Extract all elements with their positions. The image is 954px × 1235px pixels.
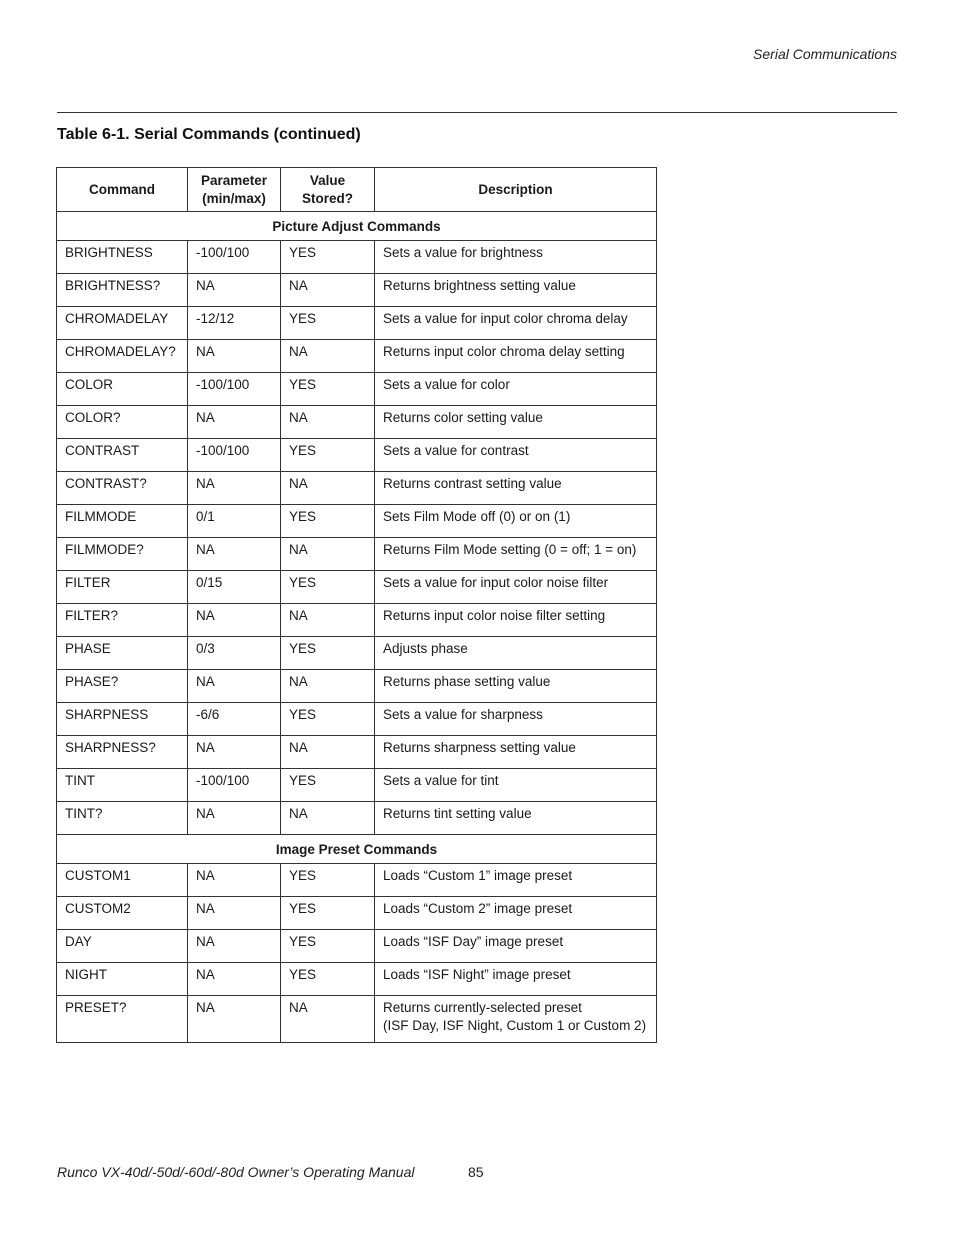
cell-description: Sets Film Mode off (0) or on (1) xyxy=(375,505,657,538)
footer-page-number: 85 xyxy=(468,1164,484,1180)
cell-command: CONTRAST? xyxy=(57,472,188,505)
cell-parameter: NA xyxy=(188,736,281,769)
table-row xyxy=(57,802,657,835)
cell-value-stored: YES xyxy=(281,864,375,897)
cell-description: Returns sharpness setting value xyxy=(375,736,657,769)
table-row xyxy=(57,736,657,769)
footer-manual-title: Runco VX-40d/-50d/-60d/-80d Owner’s Operating Manual xyxy=(57,1164,415,1180)
cell-command: BRIGHTNESS xyxy=(57,241,188,274)
column-header-parameter: Parameter (min/max) xyxy=(188,168,281,212)
cell-parameter: 0/3 xyxy=(188,637,281,670)
cell-value-stored: YES xyxy=(281,571,375,604)
column-header-value-stored: Value Stored? xyxy=(281,168,375,212)
cell-parameter: 0/15 xyxy=(188,571,281,604)
table-header-row xyxy=(57,168,657,212)
cell-parameter: -6/6 xyxy=(188,703,281,736)
table-body xyxy=(57,212,657,1043)
cell-value-stored: NA xyxy=(281,736,375,769)
serial-commands-table xyxy=(56,167,657,1043)
cell-parameter: NA xyxy=(188,897,281,930)
table-row xyxy=(57,864,657,897)
cell-command: FILTER? xyxy=(57,604,188,637)
cell-value-stored: NA xyxy=(281,406,375,439)
cell-parameter: -12/12 xyxy=(188,307,281,340)
cell-command: SHARPNESS xyxy=(57,703,188,736)
cell-value-stored: YES xyxy=(281,637,375,670)
table-row xyxy=(57,963,657,996)
cell-parameter: NA xyxy=(188,930,281,963)
cell-description: Returns input color chroma delay setting xyxy=(375,340,657,373)
cell-value-stored: NA xyxy=(281,538,375,571)
cell-command: CHROMADELAY? xyxy=(57,340,188,373)
cell-value-stored: NA xyxy=(281,670,375,703)
cell-command: FILMMODE xyxy=(57,505,188,538)
cell-command: NIGHT xyxy=(57,963,188,996)
cell-command: CUSTOM1 xyxy=(57,864,188,897)
cell-parameter: NA xyxy=(188,406,281,439)
cell-parameter: 0/1 xyxy=(188,505,281,538)
cell-parameter: NA xyxy=(188,538,281,571)
cell-command: DAY xyxy=(57,930,188,963)
table-row xyxy=(57,897,657,930)
table-row xyxy=(57,373,657,406)
cell-description: Returns Film Mode setting (0 = off; 1 = on) xyxy=(375,538,657,571)
table-row xyxy=(57,274,657,307)
cell-description: Sets a value for contrast xyxy=(375,439,657,472)
cell-parameter: -100/100 xyxy=(188,769,281,802)
cell-description: Loads “ISF Day” image preset xyxy=(375,930,657,963)
cell-value-stored: NA xyxy=(281,472,375,505)
cell-command: CUSTOM2 xyxy=(57,897,188,930)
running-header: Serial Communications xyxy=(753,46,897,62)
cell-value-stored: NA xyxy=(281,802,375,835)
cell-command: COLOR xyxy=(57,373,188,406)
cell-value-stored: YES xyxy=(281,963,375,996)
table-row xyxy=(57,571,657,604)
cell-description: Returns tint setting value xyxy=(375,802,657,835)
cell-parameter: NA xyxy=(188,996,281,1043)
cell-value-stored: YES xyxy=(281,505,375,538)
cell-description: Returns color setting value xyxy=(375,406,657,439)
table-row xyxy=(57,670,657,703)
cell-value-stored: YES xyxy=(281,307,375,340)
cell-value-stored: YES xyxy=(281,241,375,274)
table-row xyxy=(57,307,657,340)
cell-description: Sets a value for input color noise filter xyxy=(375,571,657,604)
cell-command: FILMMODE? xyxy=(57,538,188,571)
cell-command: PHASE xyxy=(57,637,188,670)
cell-value-stored: NA xyxy=(281,340,375,373)
section-header-row xyxy=(57,212,657,241)
cell-parameter: -100/100 xyxy=(188,439,281,472)
cell-command: FILTER xyxy=(57,571,188,604)
cell-command: TINT? xyxy=(57,802,188,835)
cell-description: Adjusts phase xyxy=(375,637,657,670)
cell-value-stored: NA xyxy=(281,996,375,1043)
cell-description: Returns input color noise filter setting xyxy=(375,604,657,637)
cell-description: Returns brightness setting value xyxy=(375,274,657,307)
cell-parameter: NA xyxy=(188,670,281,703)
cell-command: CHROMADELAY xyxy=(57,307,188,340)
cell-command: BRIGHTNESS? xyxy=(57,274,188,307)
cell-description: Loads “Custom 2” image preset xyxy=(375,897,657,930)
table-row xyxy=(57,439,657,472)
section-title: Image Preset Commands xyxy=(57,835,657,864)
section-title: Picture Adjust Commands xyxy=(57,212,657,241)
table-row xyxy=(57,406,657,439)
table-row xyxy=(57,703,657,736)
cell-command: CONTRAST xyxy=(57,439,188,472)
cell-value-stored: YES xyxy=(281,439,375,472)
cell-parameter: NA xyxy=(188,864,281,897)
cell-description: Sets a value for brightness xyxy=(375,241,657,274)
cell-value-stored: NA xyxy=(281,274,375,307)
section-header-row xyxy=(57,835,657,864)
column-header-command: Command xyxy=(57,168,188,212)
table-row xyxy=(57,241,657,274)
cell-command: TINT xyxy=(57,769,188,802)
cell-description: Returns phase setting value xyxy=(375,670,657,703)
cell-command: PHASE? xyxy=(57,670,188,703)
cell-description: Returns currently-selected preset (ISF Day, ISF Night, Custom 1 or Custom 2) xyxy=(375,996,657,1043)
cell-description: Loads “ISF Night” image preset xyxy=(375,963,657,996)
cell-command: COLOR? xyxy=(57,406,188,439)
cell-description: Sets a value for color xyxy=(375,373,657,406)
table-row xyxy=(57,637,657,670)
cell-value-stored: YES xyxy=(281,897,375,930)
cell-description: Sets a value for sharpness xyxy=(375,703,657,736)
cell-command: SHARPNESS? xyxy=(57,736,188,769)
header-rule xyxy=(57,112,897,113)
cell-value-stored: YES xyxy=(281,373,375,406)
table-row xyxy=(57,505,657,538)
cell-command: PRESET? xyxy=(57,996,188,1043)
cell-parameter: NA xyxy=(188,604,281,637)
table-row xyxy=(57,472,657,505)
cell-parameter: NA xyxy=(188,340,281,373)
table-row xyxy=(57,769,657,802)
column-header-description: Description xyxy=(375,168,657,212)
cell-description: Sets a value for input color chroma delay xyxy=(375,307,657,340)
cell-value-stored: YES xyxy=(281,930,375,963)
cell-description: Sets a value for tint xyxy=(375,769,657,802)
cell-description: Loads “Custom 1” image preset xyxy=(375,864,657,897)
table-row xyxy=(57,996,657,1043)
cell-value-stored: NA xyxy=(281,604,375,637)
cell-parameter: -100/100 xyxy=(188,373,281,406)
cell-parameter: NA xyxy=(188,963,281,996)
cell-parameter: NA xyxy=(188,802,281,835)
cell-parameter: -100/100 xyxy=(188,241,281,274)
cell-value-stored: YES xyxy=(281,703,375,736)
table-row xyxy=(57,930,657,963)
cell-parameter: NA xyxy=(188,274,281,307)
table-row xyxy=(57,340,657,373)
table-row xyxy=(57,538,657,571)
table-row xyxy=(57,604,657,637)
cell-value-stored: YES xyxy=(281,769,375,802)
table-caption: Table 6-1. Serial Commands (continued) xyxy=(57,126,361,143)
cell-description: Returns contrast setting value xyxy=(375,472,657,505)
cell-parameter: NA xyxy=(188,472,281,505)
